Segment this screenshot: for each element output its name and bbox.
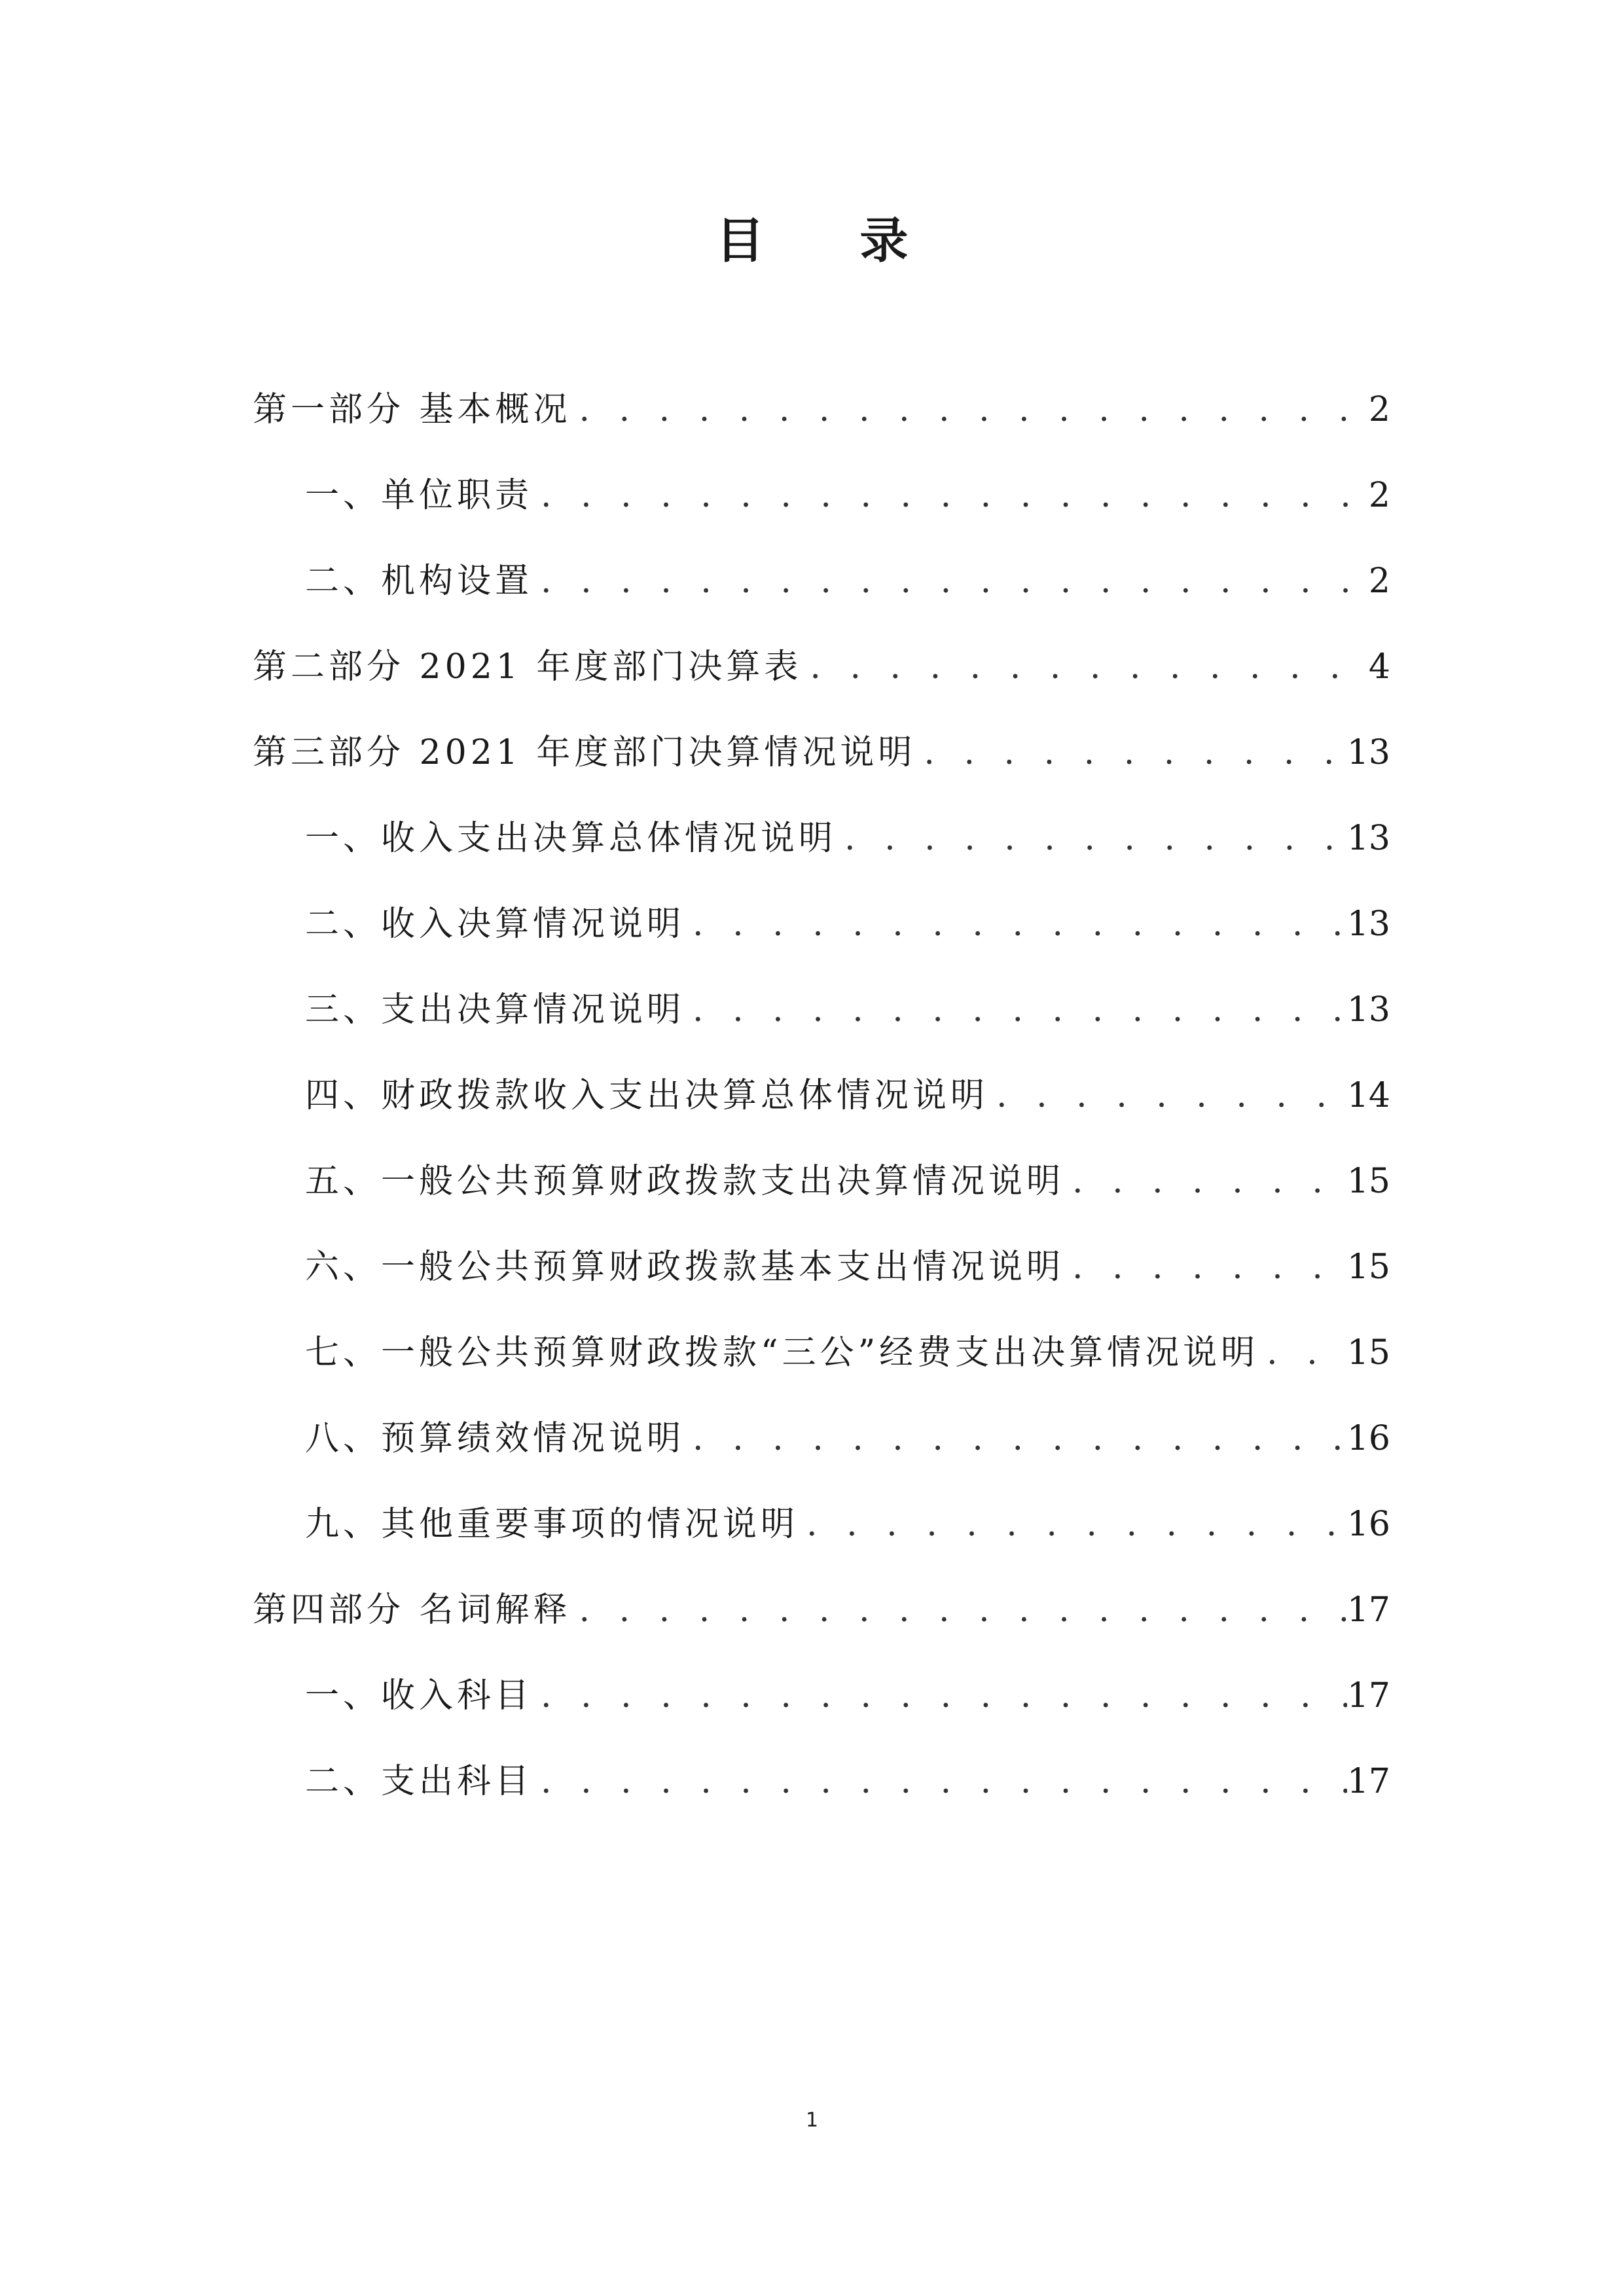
toc-leader-dots bbox=[533, 1663, 1347, 1729]
toc-leader-dots bbox=[1064, 1149, 1347, 1214]
toc-entry-page: 15 bbox=[1346, 1247, 1390, 1287]
toc-entry-page: 13 bbox=[1346, 990, 1390, 1030]
toc-entry-label: 二、机构设置 bbox=[305, 562, 533, 601]
toc-entry-label: 七、一般公共预算财政拨款“三公”经费支出决算情况说明 bbox=[305, 1333, 1259, 1372]
toc-entry-label: 二、收入决算情况说明 bbox=[305, 905, 685, 944]
toc-entry-page: 2 bbox=[1368, 562, 1390, 601]
toc-leader-dots bbox=[1064, 1234, 1347, 1300]
toc-entry-label: 八、预算绩效情况说明 bbox=[305, 1419, 685, 1458]
toc-entry-page: 17 bbox=[1346, 1762, 1390, 1801]
toc-entry-part-3[interactable] bbox=[253, 720, 1390, 806]
toc-entry-label: 六、一般公共预算财政拨款基本支出情况说明 bbox=[305, 1247, 1065, 1287]
toc-entry-performance[interactable] bbox=[253, 1406, 1390, 1492]
toc-entry-fiscal-appropriation[interactable] bbox=[253, 1063, 1390, 1149]
toc-entry-label: 五、一般公共预算财政拨款支出决算情况说明 bbox=[305, 1162, 1065, 1201]
toc-entry-page: 4 bbox=[1368, 647, 1390, 687]
toc-entry-three-public-expenses[interactable] bbox=[253, 1320, 1390, 1406]
toc-entry-page: 14 bbox=[1346, 1076, 1390, 1115]
toc-entry-label: 一、收入支出决算总体情况说明 bbox=[305, 819, 837, 858]
toc-entry-other-matters[interactable] bbox=[253, 1492, 1390, 1577]
toc-entry-label: 九、其他重要事项的情况说明 bbox=[305, 1505, 799, 1544]
toc-leader-dots bbox=[1259, 1320, 1347, 1386]
toc-leader-dots bbox=[988, 1063, 1347, 1128]
toc-entry-page: 13 bbox=[1346, 905, 1390, 944]
toc-entry-expense[interactable] bbox=[253, 977, 1390, 1063]
table-of-contents bbox=[253, 377, 1390, 1835]
toc-entry-part-1[interactable] bbox=[253, 377, 1390, 463]
toc-entry-page: 2 bbox=[1368, 390, 1390, 429]
toc-entry-page: 2 bbox=[1368, 476, 1390, 515]
toc-leader-dots bbox=[571, 377, 1364, 442]
toc-entry-income-expense-overall[interactable] bbox=[253, 806, 1390, 891]
toc-entry-label: 第二部分 2021 年度部门决算表 bbox=[253, 647, 803, 687]
toc-entry-part-2[interactable] bbox=[253, 634, 1390, 720]
toc-entry-unit-duties[interactable] bbox=[253, 463, 1390, 548]
toc-entry-general-budget-basic[interactable] bbox=[253, 1234, 1390, 1320]
toc-entry-page: 16 bbox=[1346, 1419, 1390, 1458]
toc-entry-org-structure[interactable] bbox=[253, 548, 1390, 634]
toc-entry-expense-items[interactable] bbox=[253, 1749, 1390, 1835]
toc-entry-label: 第三部分 2021 年度部门决算情况说明 bbox=[253, 733, 916, 772]
toc-leader-dots bbox=[571, 1577, 1347, 1643]
toc-entry-page: 17 bbox=[1346, 1590, 1390, 1630]
toc-entry-page: 16 bbox=[1346, 1505, 1390, 1544]
toc-leader-dots bbox=[685, 1406, 1347, 1471]
toc-entry-label: 四、财政拨款收入支出决算总体情况说明 bbox=[305, 1076, 989, 1115]
toc-leader-dots bbox=[916, 720, 1346, 785]
toc-leader-dots bbox=[533, 463, 1364, 528]
toc-leader-dots bbox=[533, 1749, 1347, 1814]
toc-entry-page: 15 bbox=[1346, 1333, 1390, 1372]
toc-entry-part-4[interactable] bbox=[253, 1577, 1390, 1663]
toc-entry-label: 二、支出科目 bbox=[305, 1762, 533, 1801]
toc-entry-income-items[interactable] bbox=[253, 1663, 1390, 1749]
toc-leader-dots bbox=[837, 806, 1347, 871]
page-title: 目 录 bbox=[715, 213, 948, 269]
toc-entry-page: 17 bbox=[1346, 1676, 1390, 1715]
toc-leader-dots bbox=[802, 634, 1364, 700]
toc-entry-label: 第一部分 基本概况 bbox=[253, 390, 571, 429]
toc-entry-page: 13 bbox=[1346, 733, 1390, 772]
toc-entry-page: 15 bbox=[1346, 1162, 1390, 1201]
toc-leader-dots bbox=[685, 977, 1347, 1043]
toc-entry-page: 13 bbox=[1346, 819, 1390, 858]
toc-entry-label: 第四部分 名词解释 bbox=[253, 1590, 571, 1630]
toc-entry-label: 一、收入科目 bbox=[305, 1676, 533, 1715]
toc-entry-income[interactable] bbox=[253, 891, 1390, 977]
toc-entry-label: 一、单位职责 bbox=[305, 476, 533, 515]
toc-entry-label: 三、支出决算情况说明 bbox=[305, 990, 685, 1030]
page-number: 1 bbox=[805, 2109, 819, 2132]
toc-leader-dots bbox=[685, 891, 1347, 957]
toc-entry-general-budget-expense[interactable] bbox=[253, 1149, 1390, 1234]
toc-leader-dots bbox=[799, 1492, 1347, 1557]
toc-leader-dots bbox=[533, 548, 1364, 614]
